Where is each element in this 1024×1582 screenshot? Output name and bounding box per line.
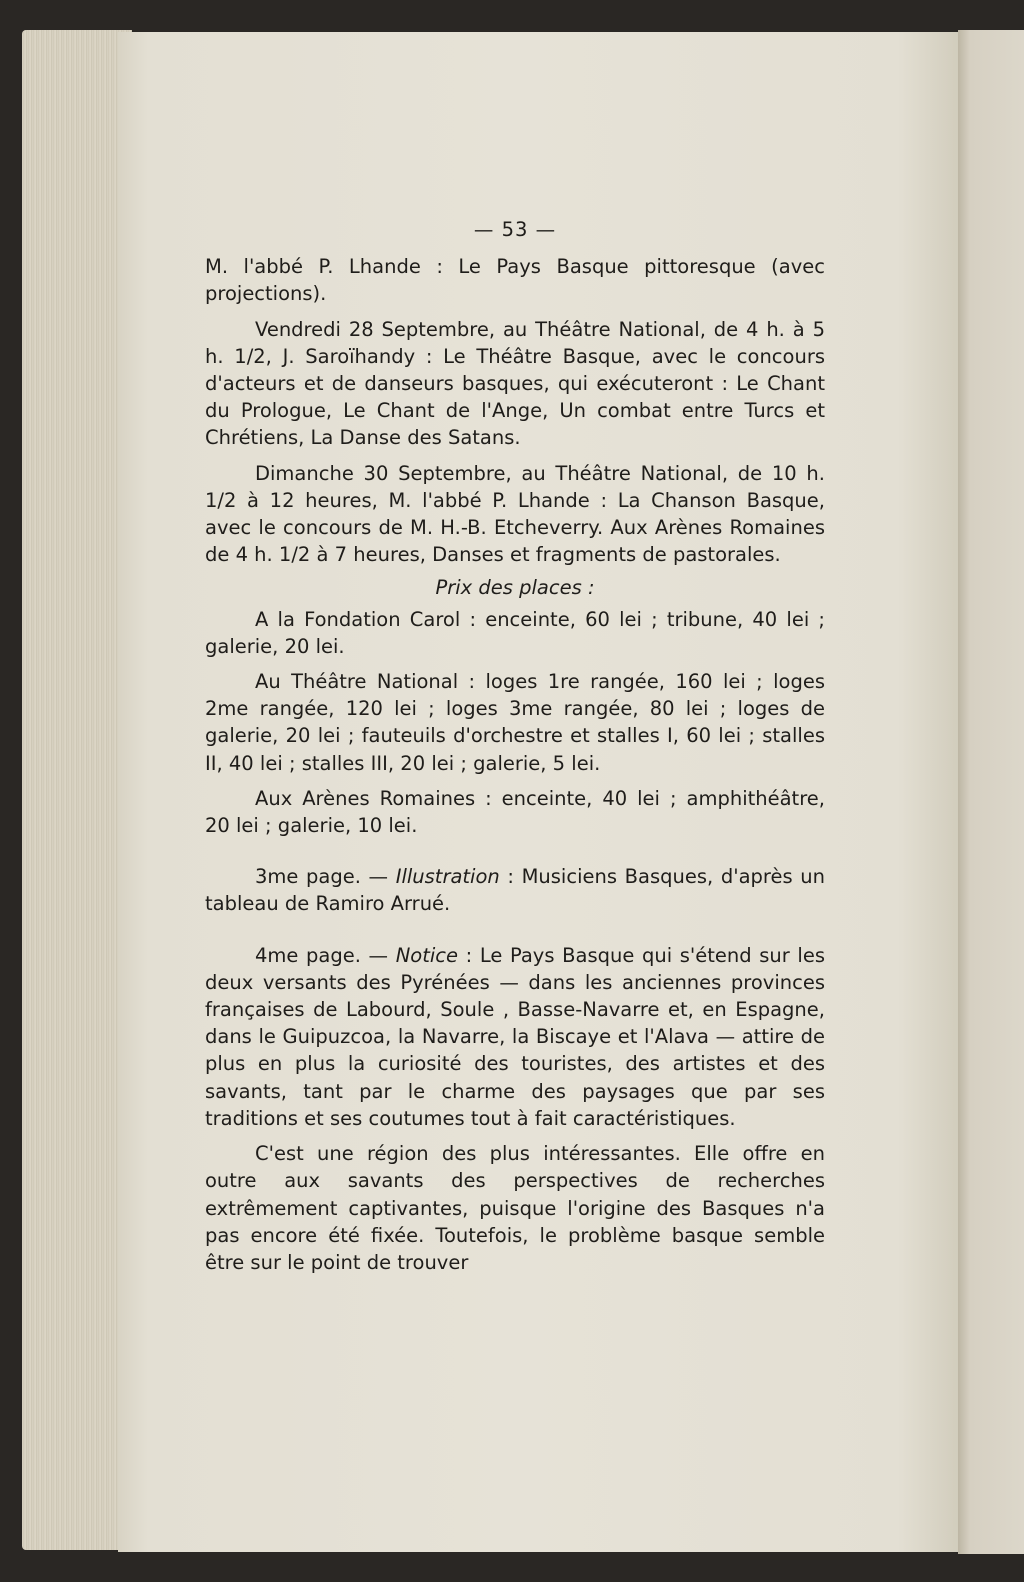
facing-page-edge [958, 30, 1024, 1554]
text-run: : Musiciens Basques, d'après un tableau de Ramiro Arrué. [205, 865, 825, 916]
paragraph [205, 863, 825, 917]
page-number: — 53 — [473, 218, 557, 241]
paragraph: Au Théâtre National : loges 1re rangée, 160 lei ; loges 2me rangée, 120 lei ; loges 3me rangée, 80 lei ; loges de galerie, 20 lei ; fauteuils d'orchestre et stalles I, 60 lei ; stalles II, 40 lei ; stalles III, 20 lei ; galerie, 5 lei. [205, 670, 825, 775]
paragraph: A la Fondation Carol : enceinte, 60 lei ; tribune, 40 lei ; galerie, 20 lei. [205, 607, 825, 658]
page-text [205, 216, 825, 1276]
paragraph: Aux Arènes Romaines : enceinte, 40 lei ; amphithéâtre, 20 lei ; galerie, 10 lei. [205, 786, 825, 838]
page-edges [22, 30, 132, 1550]
emphasis: Notice [395, 943, 458, 967]
text-run: 4me page. — [255, 943, 396, 967]
emphasis: Illustration [395, 865, 500, 889]
text-run: 3me page. — [255, 865, 396, 889]
paragraph: C'est une région des plus intéressantes. Elle offre en outre aux savants des perspectives de recherches extrêmement captivantes, puisque l'origine des Basques n'a pas encore été fixée. Toutefois, le problème basque semble être sur le point de trouver [205, 1142, 825, 1274]
paragraph: Dimanche 30 Septembre, au Théâtre National, de 10 h. 1/2 à 12 heures, M. l'abbé P. Lhande : La Chanson Basque, avec le concours de M. H.-B. Etcheverry. Aux Arènes Romaines de 4 h. 1/2 à 7 heures, Danses et fragments de pastorales. [205, 461, 825, 567]
paragraph: Vendredi 28 Septembre, au Théâtre National, de 4 h. à 5 h. 1/2, J. Saroïhandy : Le Théâtre Basque, avec le concours d'acteurs et de danseurs basques, qui exécuteront : Le Chant du Prologue, Le Chant de l'Ange, Un combat entre Turcs et Chrétiens, La Danse des Satans. [205, 317, 825, 450]
text-run: : Le Pays Basque qui s'étend sur les deux versants des Pyrénées — dans les anciennes provinces françaises de Labourd, Soule , Basse-Navarre et, en Espagne, dans le Guipuzcoa, la Navarre, la Biscaye et l'Alava — attire de plus en plus la curiosité des touristes, des artistes et des savants, tant par le charme des paysages que par ses traditions et ses coutumes tout à fait caractéristiques. [205, 943, 825, 1130]
section-heading: Prix des places : [435, 576, 595, 600]
paragraph [205, 942, 825, 1132]
paragraph: M. l'abbé P. Lhande : Le Pays Basque pittoresque (avec projections). [205, 255, 825, 306]
